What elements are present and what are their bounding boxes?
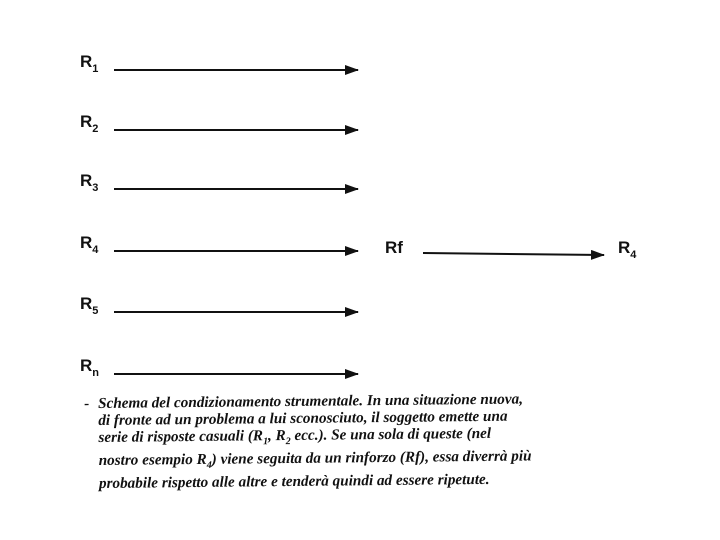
response-label-1: $R_1$	[80, 52, 99, 75]
response-label-5: $R_5$	[80, 294, 99, 317]
caption-dash: -	[84, 395, 90, 413]
caption-sub-1: 1	[262, 436, 269, 448]
caption-line-1: Schema del condizionamento strumentale. In una situazione nuova,	[98, 390, 524, 412]
caption-line-3a: serie di risposte casuali (R	[98, 427, 264, 446]
response-label-2: $R_2$	[80, 112, 99, 135]
reinforcer-label: Rf	[385, 238, 403, 257]
caption-line-5: probabile rispetto alle altre e tenderà quindi ad essere ripetute.	[98, 470, 490, 493]
response-label-n: $R_n$	[80, 356, 100, 379]
caption-sub-4: 4	[206, 459, 212, 471]
figure-caption	[84, 389, 674, 493]
caption-line-3b: , R	[267, 427, 286, 445]
outcome-label: $R_4$	[618, 238, 637, 261]
caption-line-4b: ) viene seguita da un rinforzo (Rf), essa diverrà più	[211, 447, 532, 468]
caption-sub-2: 2	[285, 436, 291, 448]
response-label-4: $R_4$	[80, 233, 99, 256]
caption-line-4a: nostro esempio R	[98, 450, 207, 470]
reinforcement-arrow	[423, 253, 604, 255]
response-label-3: $R_3$	[80, 171, 99, 194]
caption-line-3c: ecc.). Se una sola di queste (nel	[290, 424, 492, 444]
caption-line-2: di fronte ad un problema a lui sconosciuto, il soggetto emette una	[98, 407, 508, 429]
